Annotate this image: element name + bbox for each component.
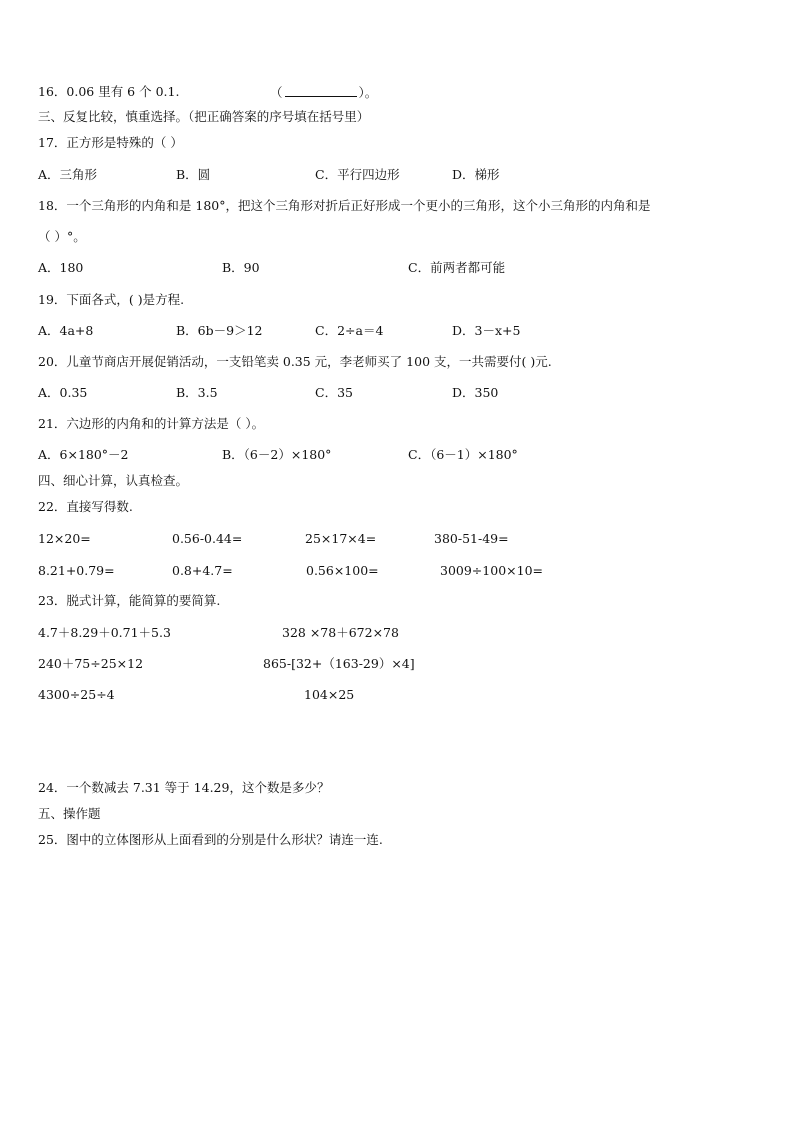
question-18-text-cont: （ ）°。 bbox=[38, 229, 86, 244]
q23-row1-right: 328 ×78＋672×78 bbox=[282, 625, 399, 640]
q20-option-a[interactable]: A．0.35 bbox=[38, 385, 88, 400]
question-22-text: 22．直接写得数. bbox=[38, 499, 133, 514]
q19-option-b[interactable]: B．6b－9＞12 bbox=[176, 323, 263, 338]
section-4-title: 四、细心计算，认真检查。 bbox=[38, 473, 189, 488]
question-21-text: 21．六边形的内角和的计算方法是（ ）。 bbox=[38, 416, 265, 431]
question-20-text: 20．儿童节商店开展促销活动，一支铅笔卖 0.35 元，李老师买了 100 支，一共需要付( )元. bbox=[38, 354, 552, 369]
section-3-title: 三、反复比较，慎重选择。（把正确答案的序号填在括号里） bbox=[38, 109, 370, 124]
q20-option-d[interactable]: D．350 bbox=[452, 385, 499, 400]
question-18-text: 18．一个三角形的内角和是 180°，把这个三角形对折后正好形成一个更小的三角形，这个小三角形的内角和是 bbox=[38, 198, 651, 213]
question-17-text: 17．正方形是特殊的（ ） bbox=[38, 135, 183, 150]
q23-row3-right: 104×25 bbox=[304, 687, 355, 702]
q17-option-d[interactable]: D．梯形 bbox=[452, 167, 500, 182]
q20-option-c[interactable]: C．35 bbox=[315, 385, 353, 400]
question-16-text: 16．0.06 里有 6 个 0.1. bbox=[38, 84, 180, 99]
section-5-title: 五、操作题 bbox=[38, 806, 101, 821]
q18-option-b[interactable]: B．90 bbox=[222, 260, 260, 275]
q19-option-a[interactable]: A．4a+8 bbox=[38, 323, 94, 338]
q20-option-b[interactable]: B．3.5 bbox=[176, 385, 218, 400]
q23-row1-left: 4.7＋8.29＋0.71＋5.3 bbox=[38, 625, 171, 640]
q22-row2-item3: 0.56×100= bbox=[306, 563, 379, 578]
q23-row3-left: 4300÷25÷4 bbox=[38, 687, 115, 702]
answer-underline[interactable] bbox=[285, 84, 357, 97]
q19-option-d[interactable]: D．3－x+5 bbox=[452, 323, 521, 338]
question-16-answer-blank[interactable]: （ ）。 bbox=[270, 85, 378, 100]
question-24-text: 24．一个数减去 7.31 等于 14.29，这个数是多少？ bbox=[38, 780, 330, 795]
q21-option-c[interactable]: C．（6－1）×180° bbox=[408, 447, 518, 462]
q22-row1-item4: 380-51-49= bbox=[434, 531, 509, 546]
q17-option-a[interactable]: A．三角形 bbox=[38, 167, 98, 182]
q22-row1-item3: 25×17×4= bbox=[305, 531, 377, 546]
q22-row2-item1: 8.21+0.79= bbox=[38, 563, 115, 578]
q22-row2-item4: 3009÷100×10= bbox=[440, 563, 543, 578]
q17-option-c[interactable]: C．平行四边形 bbox=[315, 167, 400, 182]
q23-row2-left: 240＋75÷25×12 bbox=[38, 656, 144, 671]
q17-option-b[interactable]: B．圆 bbox=[176, 167, 211, 182]
question-25-text: 25．图中的立体图形从上面看到的分别是什么形状？请连一连. bbox=[38, 832, 383, 847]
q22-row2-item2: 0.8+4.7= bbox=[172, 563, 233, 578]
question-19-text: 19．下面各式，( )是方程. bbox=[38, 292, 185, 307]
question-16 bbox=[38, 84, 179, 100]
q22-row1-item1: 12×20= bbox=[38, 531, 91, 546]
question-23-text: 23．脱式计算，能简算的要简算. bbox=[38, 593, 221, 608]
q18-option-c[interactable]: C．前两者都可能 bbox=[408, 260, 506, 275]
q21-option-a[interactable]: A．6×180°－2 bbox=[38, 447, 129, 462]
q21-option-b[interactable]: B．（6－2）×180° bbox=[222, 447, 332, 462]
q23-row2-right: 865-[32+（163-29）×4] bbox=[263, 656, 415, 671]
q19-option-c[interactable]: C．2÷a＝4 bbox=[315, 323, 384, 338]
q18-option-a[interactable]: A．180 bbox=[38, 260, 84, 275]
q22-row1-item2: 0.56-0.44= bbox=[172, 531, 243, 546]
